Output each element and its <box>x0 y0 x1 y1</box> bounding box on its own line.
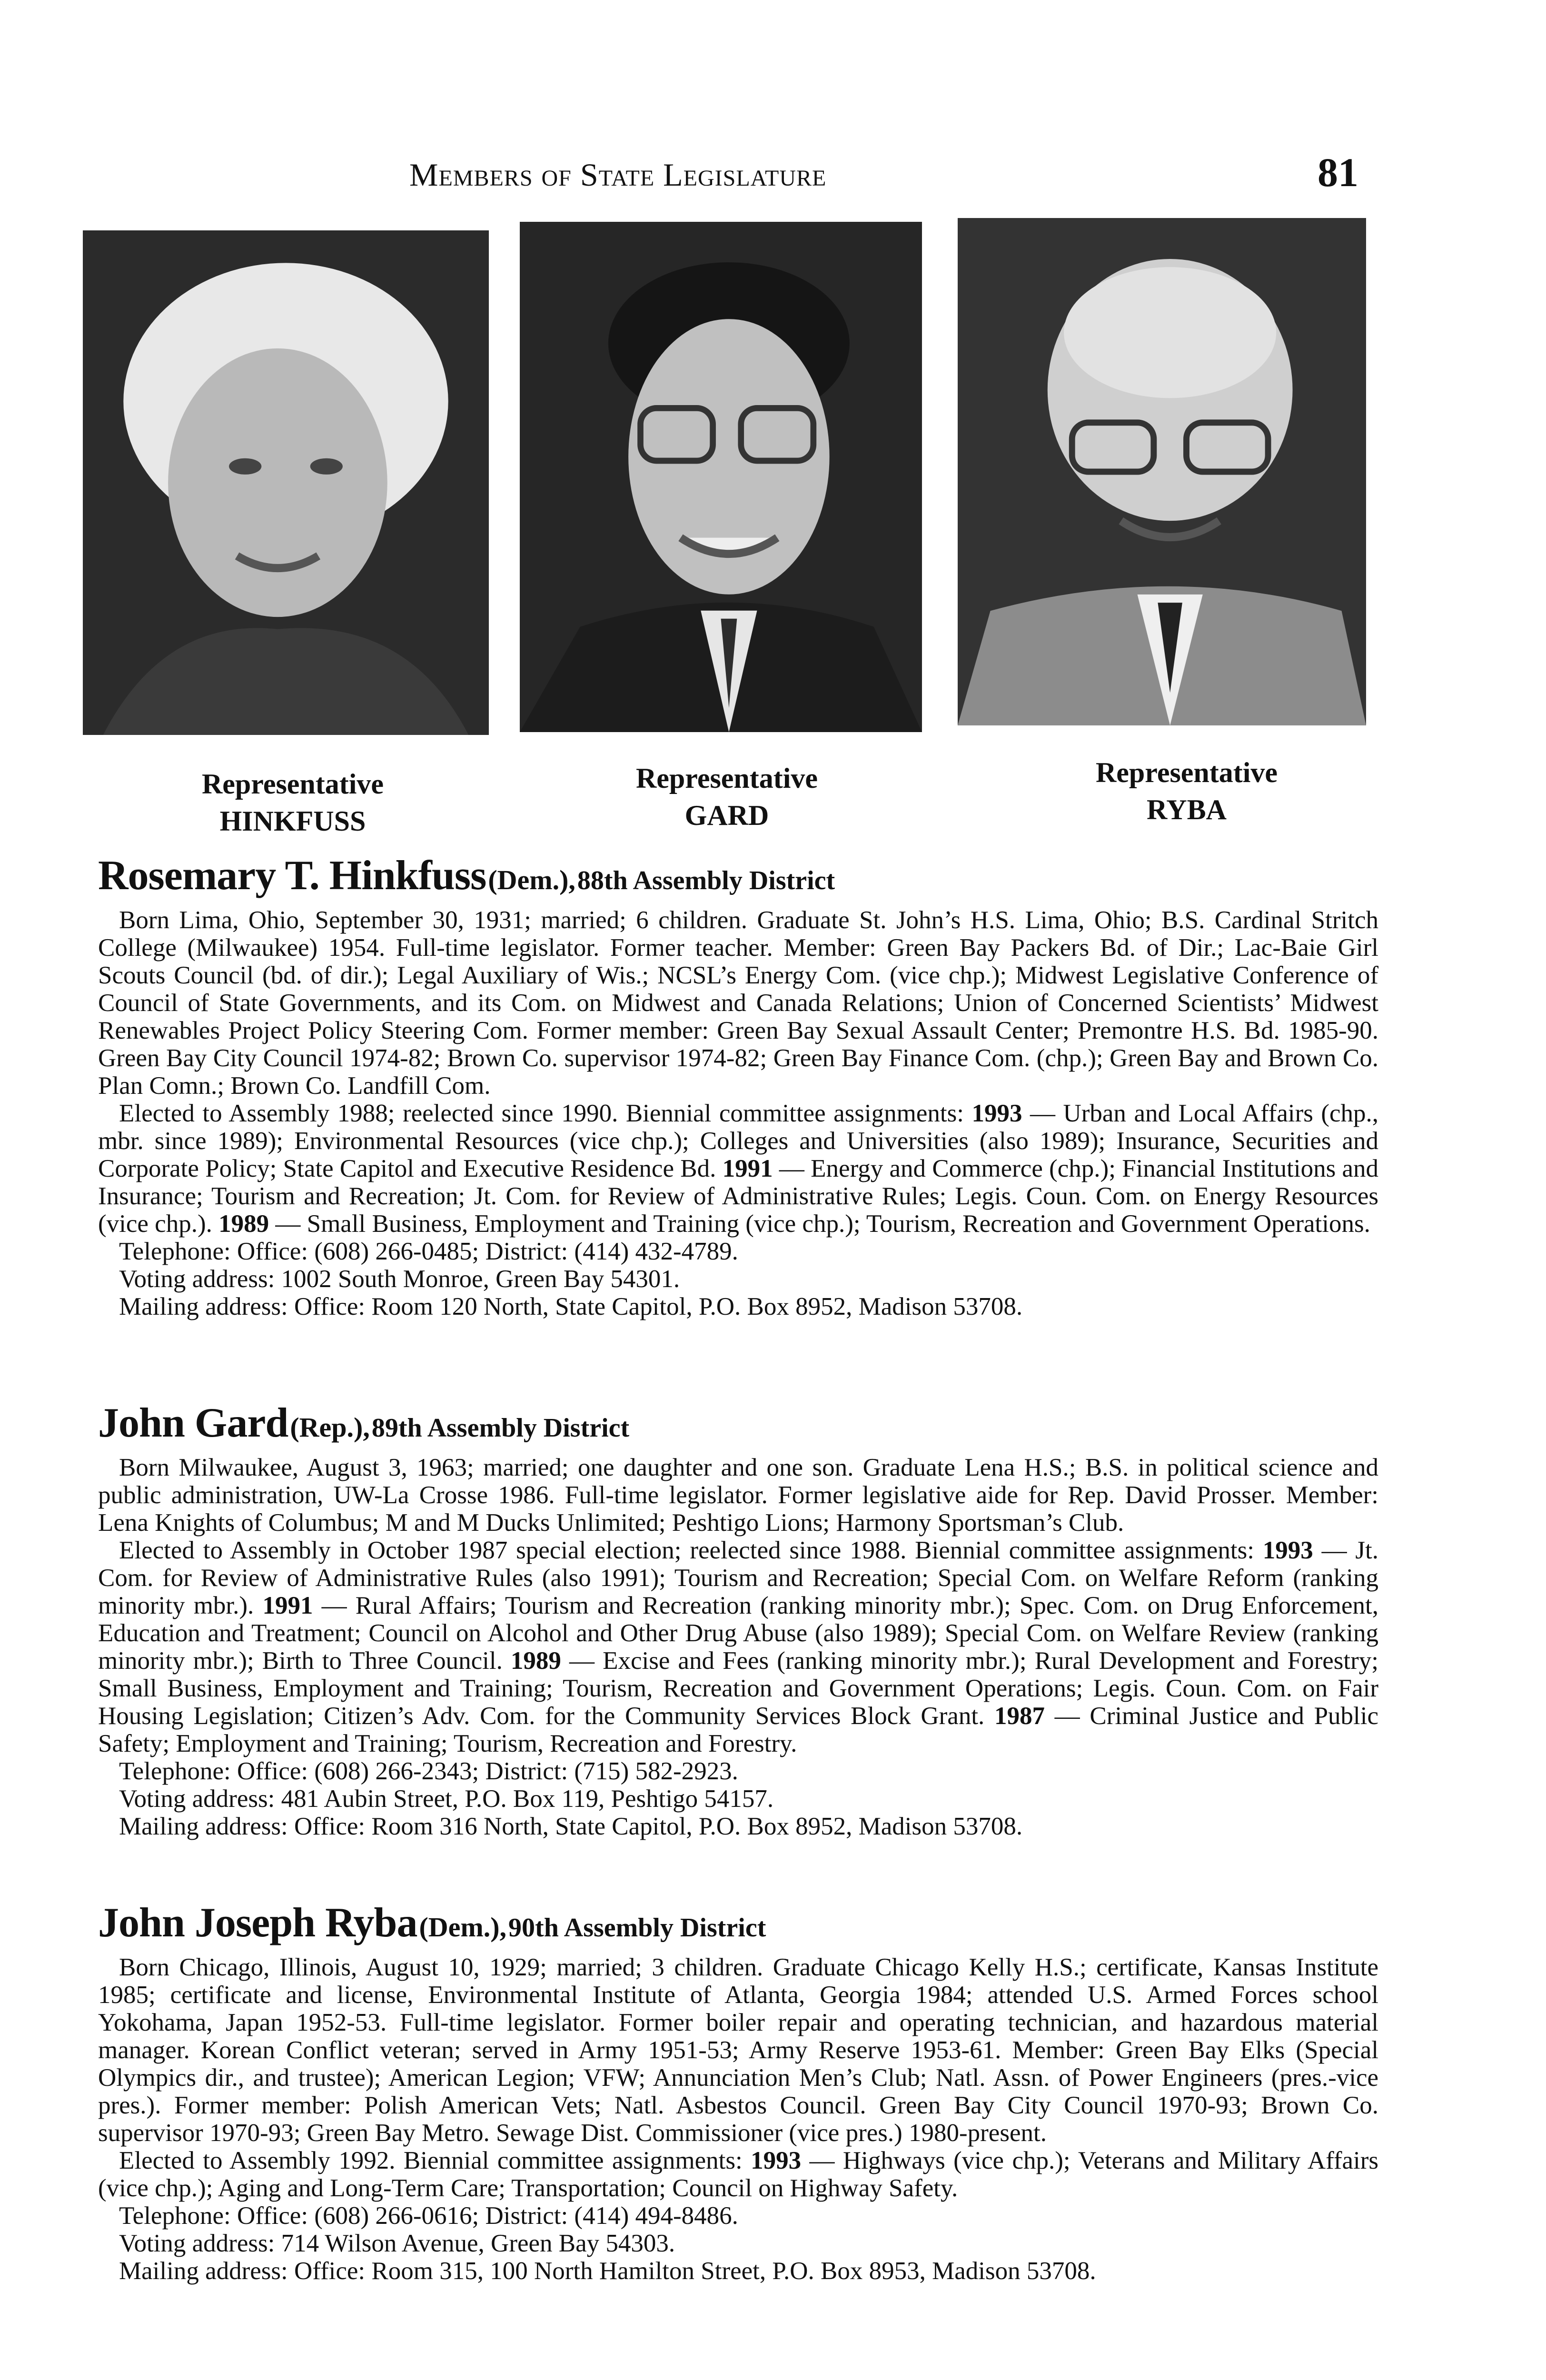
member-telephone: Telephone: Office: (608) 266-2343; District: (715) 582-2923. <box>119 1757 738 1785</box>
member-committee-assignments: Elected to Assembly 1988; reelected since 1990. Biennial committee assignments: 1993 — Urban and Local Affairs (chp., mbr. since 1989); Environmental Resources (vice chp.); Colleges and Universities (also 1989); Insurance, Securities and Corporate Policy; State Capitol and Executive Residence Bd. 1991 — Energy and Commerce (chp.); Financial Institutions and Insurance; Tourism and Recreation; Jt. Com. for Review of Administrative Rules; Legis. Coun. Com. on Energy Resources (vice chp.). 1989 — Small Business, Employment and Training (vice chp.); Tourism, Recreation and Government Operations. <box>98 1100 1379 1238</box>
assignment-year: 1993 <box>751 2147 802 2174</box>
member-name: John Gard <box>98 1400 288 1446</box>
member-district: 89th Assembly District <box>371 1413 630 1443</box>
assignment-text: Rural Affairs; Tourism and Recreation (ranking minority mbr.); Spec. Com. on Drug Enforcement, Education and Treatment; Council on Alcohol and Other Drug Abuse (also 1989); Special Com. on Welfare Review (ranking minority mbr.); Birth to Three Council. <box>98 1592 1378 1675</box>
member-bio-gard <box>98 1400 1379 1840</box>
assignment-year: 1991 <box>722 1155 773 1182</box>
assignment-year: 1989 <box>218 1210 269 1238</box>
portrait-photo-ryba <box>958 218 1366 725</box>
page-number: 81 <box>1318 149 1358 195</box>
member-district: 90th Assembly District <box>508 1913 766 1943</box>
caption-title: Representative <box>201 768 384 800</box>
member-party: (Dem.), <box>419 1912 507 1943</box>
member-heading <box>98 1400 1378 1454</box>
assignment-text: Urban and Local Affairs (chp., mbr. since 1989); Environmental Resources (vice chp.); Colleges and Universities (also 1989); Insurance, Securities and Corporate Policy; State Capitol and Executive Residence Bd. <box>98 1100 1379 1182</box>
portrait-photo-hinkfuss <box>83 230 489 735</box>
assignment-text: Criminal Justice and Public Safety; Employment and Training; Tourism, Recreation and Forestry. <box>98 1702 1379 1757</box>
member-committee-assignments: Elected to Assembly 1992. Biennial committee assignments: 1993 — Highways (vice chp.); Veterans and Military Affairs (vice chp.); Aging and Long-Term Care; Transportation; Council on Highway Safety. <box>98 2147 1379 2202</box>
member-committee-assignments: Elected to Assembly in October 1987 special election; reelected since 1988. Biennial committee assignments: 1993 — Jt. Com. for Review of Administrative Rules (also 1991); Tourism and Recreation; Special Com. on Welfare Reform (ranking minority mbr.). 1991 — Rural Affairs; Tourism and Recreation (ranking minority mbr.); Spec. Com. on Drug Enforcement, Education and Treatment; Council on Alcohol and Other Drug Abuse (also 1989); Special Com. on Welfare Review (ranking minority mbr.); Birth to Three Council. 1989 — Excise and Fees (ranking minority mbr.); Rural Development and Forestry; Small Business, Employment and Training; Tourism, Recreation and Government Operations; Legis. Coun. Com. on Fair Housing Legislation; Citizen’s Adv. Com. for the Community Services Block Grant. 1987 — Criminal Justice and Public Safety; Employment and Training; Tourism, Recreation and Forestry. <box>98 1537 1379 1757</box>
assignment-year: 1991 <box>262 1592 313 1619</box>
caption-name: HINKFUSS <box>219 805 366 837</box>
assignment-text: Small Business, Employment and Training (vice chp.); Tourism, Recreation and Government Operations. <box>307 1210 1370 1238</box>
member-bio-ryba <box>98 1900 1379 2285</box>
member-mailing-address: Mailing address: Office: Room 120 North, State Capitol, P.O. Box 8952, Madison 53708. <box>119 1293 1023 1320</box>
assignment-year: 1993 <box>1262 1537 1313 1564</box>
portrait-photo-gard <box>520 222 922 732</box>
assignments-intro: Elected to Assembly in October 1987 special election; reelected since 1988. Biennial committee assignments: <box>119 1537 1254 1564</box>
running-head: Members of State Legislature <box>409 157 827 193</box>
member-biography: Born Milwaukee, August 3, 1963; married; one daughter and one son. Graduate Lena H.S.; B.S. in political science and public administration, UW-La Crosse 1986. Full-time legislator. Former legislative aide for Rep. David Prosser. Member: Lena Knights of Columbus; M and M Ducks Unlimited; Peshtigo Lions; Harmony Sportsman’s Club. <box>98 1454 1378 1537</box>
member-name: John Joseph Ryba <box>98 1900 417 1946</box>
caption-hinkfuss <box>143 765 443 840</box>
member-bio-hinkfuss <box>98 853 1379 1320</box>
member-telephone: Telephone: Office: (608) 266-0485; District: (414) 432-4789. <box>119 1238 738 1265</box>
assignment-year: 1989 <box>510 1647 561 1675</box>
member-party: (Rep.), <box>290 1412 370 1443</box>
member-voting-address: Voting address: 481 Aubin Street, P.O. Box 119, Peshtigo 54157. <box>119 1785 774 1813</box>
caption-gard <box>577 760 877 834</box>
assignment-year: 1993 <box>971 1100 1022 1127</box>
member-biography: Born Chicago, Illinois, August 10, 1929; married; 3 children. Graduate Chicago Kelly H.S.; certificate, Kansas Institute 1985; certificate and license, Environmental Institute of Atlanta, Georgia 1984; attended U.S. Armed Forces school Yokohama, Japan 1952-53. Full-time legislator. Former boiler repair and operating technician, and hazardous material manager. Korean Conflict veteran; served in Army 1951-53; Army Reserve 1953-61. Member: Green Bay Elks (Special Olympics dir., and trustee); American Legion; VFW; Annunciation Men’s Club; Natl. Assn. of Power Engineers (pres.-vice pres.). Former member: Polish American Vets; Natl. Asbestos Council. Green Bay City Council 1970-93; Brown Co. supervisor 1970-93; Green Bay Metro. Sewage Dist. Commissioner (vice pres.) 1980-present. <box>98 1954 1378 2147</box>
assignment-text: Energy and Commerce (chp.); Financial Institutions and Insurance; Tourism and Recreation; Jt. Com. for Review of Administrative Rules; Legis. Coun. Com. on Energy Resources (vice chp.). <box>98 1155 1379 1238</box>
member-mailing-address: Mailing address: Office: Room 316 North, State Capitol, P.O. Box 8952, Madison 53708. <box>119 1813 1023 1840</box>
caption-ryba <box>1037 754 1337 828</box>
assignments-intro: Elected to Assembly 1992. Biennial committee assignments: <box>119 2147 743 2174</box>
caption-name: GARD <box>684 800 769 831</box>
member-voting-address: Voting address: 1002 South Monroe, Green Bay 54301. <box>119 1265 680 1293</box>
caption-name: RYBA <box>1147 794 1227 825</box>
member-name: Rosemary T. Hinkfuss <box>98 853 486 899</box>
assignment-text: Excise and Fees (ranking minority mbr.); Rural Development and Forestry; Small Business, Employment and Training; Tourism, Recreation and Government Operations; Legis. Coun. Com. on Fair Housing Legislation; Citizen’s Adv. Com. for the Community Services Block Grant. <box>98 1647 1379 1730</box>
caption-title: Representative <box>1095 757 1278 788</box>
member-telephone: Telephone: Office: (608) 266-0616; District: (414) 494-8486. <box>119 2202 738 2230</box>
member-party: (Dem.), <box>488 864 575 895</box>
member-district: 88th Assembly District <box>577 866 835 895</box>
assignment-year: 1987 <box>994 1702 1045 1730</box>
member-heading <box>98 853 1378 906</box>
caption-title: Representative <box>635 763 818 794</box>
member-mailing-address: Mailing address: Office: Room 315, 100 North Hamilton Street, P.O. Box 8953, Madison 53708. <box>119 2257 1096 2285</box>
assignment-text: Jt. Com. for Review of Administrative Rules (also 1991); Tourism and Recreation; Special Com. on Welfare Reform (ranking minority mbr.). <box>98 1537 1379 1619</box>
member-biography: Born Lima, Ohio, September 30, 1931; married; 6 children. Graduate St. John’s H.S. Lima, Ohio; B.S. Cardinal Stritch College (Milwaukee) 1954. Full-time legislator. Former teacher. Member: Green Bay Packers Bd. of Dir.; Lac-Baie Girl Scouts Council (bd. of dir.); Legal Auxiliary of Wis.; NCSL’s Energy Com. (vice chp.); Midwest Legislative Conference of Council of State Governments, and its Com. on Midwest and Canada Relations; Union of Concerned Scientists’ Midwest Renewables Project Policy Steering Com. Former member: Green Bay Sexual Assault Center; Premontre H.S. Bd. 1985-90. Green Bay City Council 1974-82; Brown Co. supervisor 1974-82; Green Bay Finance Com. (chp.); Green Bay and Brown Co. Plan Comn.; Brown Co. Landfill Com. <box>98 906 1378 1100</box>
member-heading <box>98 1900 1378 1954</box>
member-voting-address: Voting address: 714 Wilson Avenue, Green Bay 54303. <box>119 2230 675 2257</box>
assignments-intro: Elected to Assembly 1988; reelected since 1990. Biennial committee assignments: <box>119 1100 964 1127</box>
assignment-text: Highways (vice chp.); Veterans and Military Affairs (vice chp.); Aging and Long-Term Care; Transportation; Council on Highway Safety. <box>98 2147 1379 2202</box>
